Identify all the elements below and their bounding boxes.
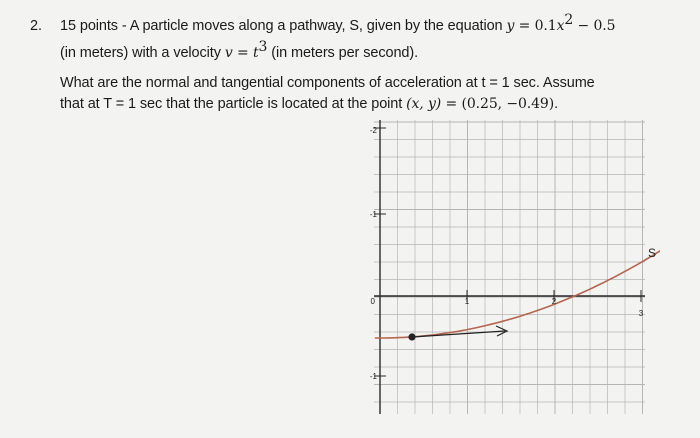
problem-intro: - A particle moves along a pathway, S, given by the equation [117, 17, 507, 34]
eq-x: x [556, 17, 565, 34]
eq-exponent: 2 [564, 12, 574, 28]
y-tick-label-neg1: -1 [369, 210, 377, 219]
question-line-2 [30, 94, 680, 115]
eq-equals: = 0.1 [514, 17, 557, 34]
graph-grid [374, 120, 645, 414]
q-line2-a: that at T = 1 sec that the particle is located at the point [60, 95, 407, 112]
point-equals: = [441, 95, 462, 112]
question-line-1: What are the normal and tangential components of acceleration at t = 1 sec. Assume [60, 74, 595, 91]
line2-b: (in meters per second). [267, 44, 419, 61]
point-rhs: (0.25, −0.49) [461, 95, 555, 112]
problem-line-2 [30, 37, 680, 64]
curve-label-s: S [647, 246, 656, 260]
velocity-symbol: v [224, 44, 233, 61]
points-label: 15 points [60, 17, 118, 34]
curve-s [375, 247, 660, 338]
problem-number: 2. [30, 17, 42, 34]
path-graph [360, 118, 660, 418]
eq-tail: − 0.5 [573, 17, 616, 34]
y-tick-label-below: -1 [369, 372, 377, 381]
q-line2-b: . [554, 95, 559, 112]
point-lhs: (x, y) [406, 95, 442, 112]
velocity-equals: = [232, 44, 253, 61]
x-tick-label-1: 1 [464, 297, 470, 306]
x-tick-label-3: 3 [638, 309, 644, 318]
problem-text [30, 10, 680, 115]
y-tick-label-neg2: -2 [369, 126, 377, 135]
particle-point [408, 333, 415, 340]
eq-y: y [506, 17, 515, 34]
velocity-exponent: 3 [258, 38, 268, 55]
origin-label: 0 [370, 297, 375, 306]
line2-a: (in meters) with a velocity [60, 44, 225, 61]
x-tick-label-2: 2 [551, 297, 557, 306]
velocity-t: t [252, 44, 259, 61]
problem-line-1 [30, 10, 680, 37]
